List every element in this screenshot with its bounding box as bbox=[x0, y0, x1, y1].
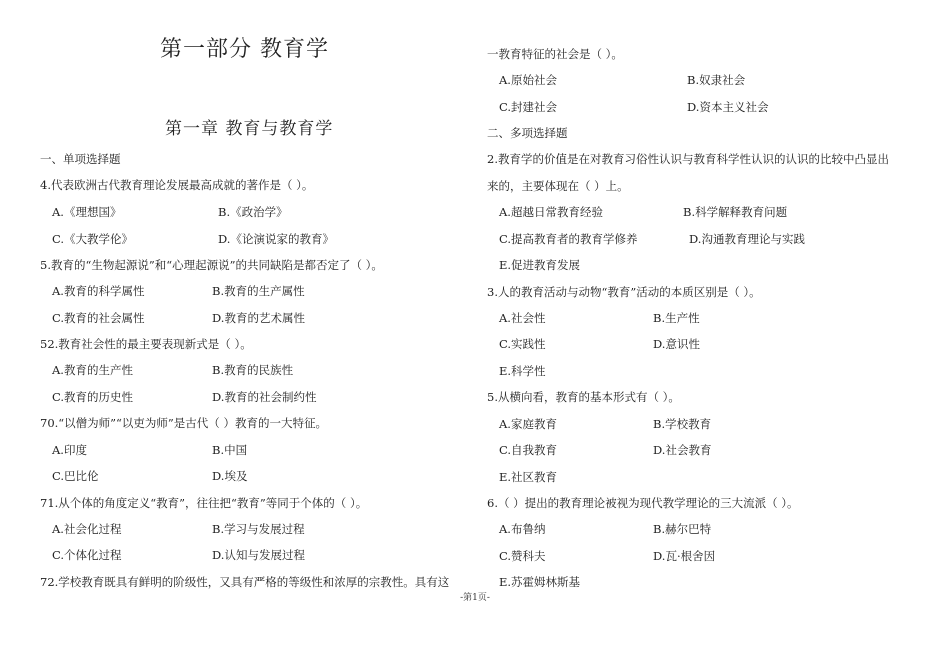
option-e: E.科学性 bbox=[499, 364, 546, 378]
option-c: C.赞科夫 bbox=[499, 549, 546, 563]
option-b: B.赫尔巴特 bbox=[653, 522, 712, 536]
question-stem-continued: 一教育特征的社会是（ ）。 bbox=[487, 47, 623, 61]
question-stem-line2: 来的，主要体现在（ ）上。 bbox=[487, 179, 629, 193]
option-a: A.布鲁纳 bbox=[499, 522, 546, 536]
option-d: D.意识性 bbox=[653, 337, 700, 351]
option-b: B.教育的民族性 bbox=[212, 363, 294, 377]
option-d: D.教育的社会制约性 bbox=[212, 390, 317, 404]
option-b: B.奴隶社会 bbox=[687, 73, 746, 87]
option-a: A.教育的生产性 bbox=[52, 363, 133, 377]
chapter-title: 第一章 教育与教育学 bbox=[165, 119, 334, 139]
question-stem: 72.学校教育既具有鲜明的阶级性，又具有严格的等级性和浓厚的宗教性。具有这 bbox=[40, 575, 450, 589]
page-number: -第1页- bbox=[460, 593, 490, 603]
option-d: D.认知与发展过程 bbox=[212, 548, 305, 562]
question-stem: 2.教育学的价值是在对教育习俗性认识与教育科学性认识的认识的比较中凸显出 bbox=[487, 152, 889, 166]
option-a: A.社会化过程 bbox=[52, 522, 122, 536]
option-a: A.印度 bbox=[52, 443, 87, 457]
section-heading-multiple-choice: 二、多项选择题 bbox=[487, 126, 568, 140]
option-c: C.教育的历史性 bbox=[52, 390, 134, 404]
option-d: D.埃及 bbox=[212, 469, 248, 483]
option-a: A.社会性 bbox=[499, 311, 546, 325]
option-b: B.学校教育 bbox=[653, 417, 712, 431]
option-c: C.教育的社会属性 bbox=[52, 311, 145, 325]
option-b: B.学习与发展过程 bbox=[212, 522, 305, 536]
question-stem: 71.从个体的角度定义“教育”，往往把“教育”等同于个体的（ ）。 bbox=[40, 496, 368, 510]
option-b: B.生产性 bbox=[653, 311, 700, 325]
option-c: C.自我教育 bbox=[499, 443, 558, 457]
option-d: D.社会教育 bbox=[653, 443, 712, 457]
section-heading-single-choice: 一、单项选择题 bbox=[40, 152, 121, 166]
option-a: A.教育的科学属性 bbox=[52, 284, 145, 298]
question-stem: 5.从横向看，教育的基本形式有（ ）。 bbox=[487, 390, 680, 404]
option-c: C.提高教育者的教育学修养 bbox=[499, 232, 638, 246]
option-a: A.原始社会 bbox=[499, 73, 557, 87]
option-a: A.《理想国》 bbox=[52, 205, 122, 219]
option-c: C.封建社会 bbox=[499, 100, 558, 114]
option-c: C.巴比伦 bbox=[52, 469, 99, 483]
question-stem: 6.（ ）提出的教育理论被视为现代教学理论的三大流派（ ）。 bbox=[487, 496, 799, 510]
question-stem: 52.教育社会性的最主要表现新式是（ ）。 bbox=[40, 337, 252, 351]
option-c: C.《大教学伦》 bbox=[52, 232, 134, 246]
option-d: D.教育的艺术属性 bbox=[212, 311, 305, 325]
option-d: D.沟通教育理论与实践 bbox=[689, 232, 805, 246]
option-b: B.中国 bbox=[212, 443, 248, 457]
option-b: B.教育的生产属性 bbox=[212, 284, 305, 298]
question-stem: 70.“以僧为师”“以吏为师”是古代（ ）教育的一大特征。 bbox=[40, 416, 327, 430]
option-d: D.资本主义社会 bbox=[687, 100, 769, 114]
option-d: D.瓦·根舍因 bbox=[653, 549, 716, 563]
option-e: E.促进教育发展 bbox=[499, 258, 581, 272]
option-a: A.超越日常教育经验 bbox=[499, 205, 603, 219]
question-stem: 5.教育的“生物起源说”和“心理起源说”的共同缺陷是都否定了（ ）。 bbox=[40, 258, 383, 272]
question-stem: 4.代表欧洲古代教育理论发展最高成就的著作是（ ）。 bbox=[40, 178, 314, 192]
option-a: A.家庭教育 bbox=[499, 417, 557, 431]
option-b: B.科学解释教育问题 bbox=[683, 205, 788, 219]
option-e: E.社区教育 bbox=[499, 470, 558, 484]
part-title: 第一部分 教育学 bbox=[160, 37, 329, 62]
question-stem: 3.人的教育活动与动物“教育”活动的本质区别是（ ）。 bbox=[487, 285, 761, 299]
option-d: D.《论演说家的教育》 bbox=[218, 232, 334, 246]
option-e: E.苏霍姆林斯基 bbox=[499, 575, 581, 589]
option-c: C.个体化过程 bbox=[52, 548, 122, 562]
option-b: B.《政治学》 bbox=[218, 205, 288, 219]
option-c: C.实践性 bbox=[499, 337, 546, 351]
